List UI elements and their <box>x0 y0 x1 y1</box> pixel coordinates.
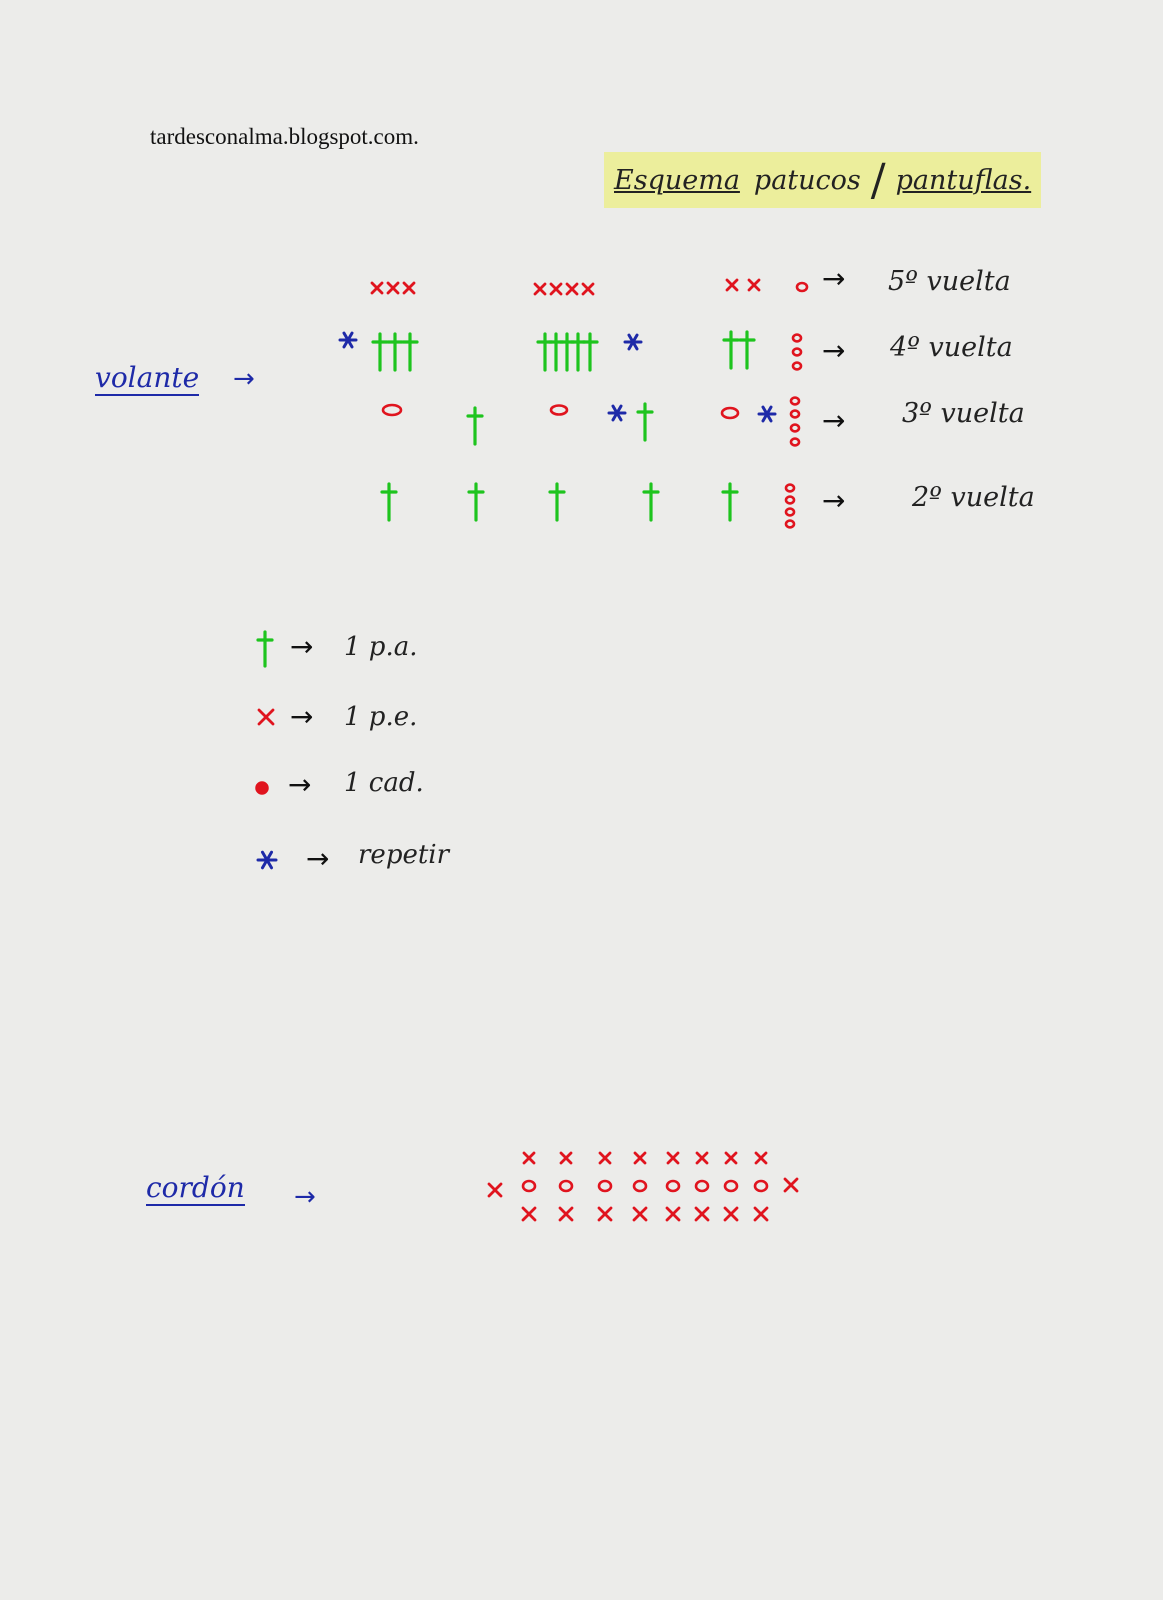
row3-label: 3º vuelta <box>902 398 1025 429</box>
legend-text-sc: 1 p.e. <box>344 702 418 732</box>
row2-label: 2º vuelta <box>912 482 1035 513</box>
ch-stitch-icon <box>667 1181 679 1191</box>
sc-stitch-icon <box>726 1153 736 1163</box>
ch-legend-icon <box>256 782 268 794</box>
ch-stitch-icon <box>786 521 794 528</box>
sc-stitch-icon <box>749 280 759 290</box>
sc-stitch-icon <box>583 284 593 294</box>
ch-stitch-icon <box>725 1181 737 1191</box>
sc-stitch-icon <box>725 1208 737 1220</box>
row4-arrow-icon: → <box>822 334 846 367</box>
ch-stitch-icon <box>793 335 801 342</box>
sc-stitch-icon <box>259 710 273 724</box>
sc-stitch-icon <box>667 1208 679 1220</box>
ch-stitch-icon <box>791 411 799 418</box>
row5-arrow-icon: → <box>822 262 846 295</box>
dc-stitch-icon <box>549 334 563 370</box>
legend-arrow-1-icon: → <box>290 630 314 663</box>
sc-stitch-icon <box>524 1153 534 1163</box>
row3-arrow-icon: → <box>822 404 846 437</box>
sc-stitch-icon <box>535 284 545 294</box>
legend-text-dc: 1 p.a. <box>344 632 418 662</box>
ch-stitch-icon <box>383 405 401 415</box>
ch-stitch-icon <box>791 439 799 446</box>
ch-stitch-icon <box>696 1181 708 1191</box>
repeat-asterisk-icon <box>625 335 641 349</box>
sc-stitch-icon <box>561 1153 571 1163</box>
ch-stitch-icon <box>797 283 807 291</box>
dc-stitch-icon <box>724 332 738 368</box>
dc-stitch-icon <box>644 484 658 520</box>
sc-stitch-icon <box>567 284 577 294</box>
section-label-volante: volante <box>95 361 200 394</box>
title-word-pantuflas: pantuflas. <box>895 164 1032 196</box>
ch-stitch-icon <box>551 406 567 415</box>
ch-stitch-icon <box>786 497 794 504</box>
title-word-patucos: patucos <box>753 164 861 196</box>
dc-stitch-icon <box>740 332 754 368</box>
dc-stitch-icon <box>388 334 402 370</box>
sc-stitch-icon <box>696 1208 708 1220</box>
sc-stitch-icon <box>404 283 414 293</box>
dc-stitch-icon <box>723 484 737 520</box>
dc-stitch-icon <box>638 404 652 440</box>
legend-arrow-4-icon: → <box>306 842 330 875</box>
dc-stitch-icon <box>538 334 552 370</box>
sc-stitch-icon <box>635 1153 645 1163</box>
repeat-asterisk-icon <box>340 333 356 347</box>
ch-stitch-icon <box>793 363 801 370</box>
sc-stitch-icon <box>551 284 561 294</box>
sc-stitch-icon <box>388 283 398 293</box>
dc-stitch-icon <box>373 334 387 370</box>
sc-stitch-icon <box>668 1153 678 1163</box>
title-slash: / <box>870 154 886 206</box>
sc-stitch-icon <box>727 280 737 290</box>
sc-stitch-icon <box>634 1208 646 1220</box>
cordon-arrow-icon: → <box>294 1182 316 1212</box>
dc-stitch-icon <box>468 408 482 444</box>
dc-stitch-icon <box>403 334 417 370</box>
sc-stitch-icon <box>755 1208 767 1220</box>
row5-label: 5º vuelta <box>888 266 1011 297</box>
volante-arrow-icon: → <box>233 364 255 394</box>
ch-stitch-icon <box>786 485 794 492</box>
sc-stitch-icon <box>560 1208 572 1220</box>
section-label-cordon: cordón <box>146 1171 245 1204</box>
dc-stitch-icon <box>560 334 574 370</box>
ch-stitch-icon <box>755 1181 767 1191</box>
sc-stitch-icon <box>523 1208 535 1220</box>
dc-stitch-icon <box>571 334 585 370</box>
ch-stitch-icon <box>722 408 738 418</box>
legend-text-rep: repetir <box>358 840 450 870</box>
ch-stitch-icon <box>560 1181 572 1191</box>
sc-stitch-icon <box>600 1153 610 1163</box>
row4-label: 4º vuelta <box>890 332 1013 363</box>
dc-stitch-icon <box>469 484 483 520</box>
dc-stitch-icon <box>583 334 597 370</box>
ch-stitch-icon <box>791 425 799 432</box>
row2-arrow-icon: → <box>822 484 846 517</box>
repeat-asterisk-icon <box>258 852 276 868</box>
sc-stitch-icon <box>599 1208 611 1220</box>
ch-stitch-icon <box>634 1181 646 1191</box>
title-word-esquema: Esquema <box>614 164 740 196</box>
repeat-asterisk-icon <box>759 407 775 421</box>
legend-arrow-3-icon: → <box>288 768 312 801</box>
ch-stitch-icon <box>793 349 801 356</box>
sc-stitch-icon <box>372 283 382 293</box>
legend-text-ch: 1 cad. <box>344 768 424 798</box>
ch-stitch-icon <box>523 1181 535 1191</box>
sc-stitch-icon <box>489 1184 501 1196</box>
ch-stitch-icon <box>599 1181 611 1191</box>
dc-stitch-icon <box>258 632 272 666</box>
blog-url: tardesconalma.blogspot.com. <box>150 124 419 149</box>
ch-stitch-icon <box>786 509 794 516</box>
ch-stitch-icon <box>791 398 799 405</box>
dc-stitch-icon <box>550 484 564 520</box>
repeat-asterisk-icon <box>609 406 625 420</box>
sc-stitch-icon <box>756 1153 766 1163</box>
sc-stitch-icon <box>697 1153 707 1163</box>
dc-stitch-icon <box>382 484 396 520</box>
legend-arrow-2-icon: → <box>290 700 314 733</box>
sc-stitch-icon <box>785 1179 797 1191</box>
